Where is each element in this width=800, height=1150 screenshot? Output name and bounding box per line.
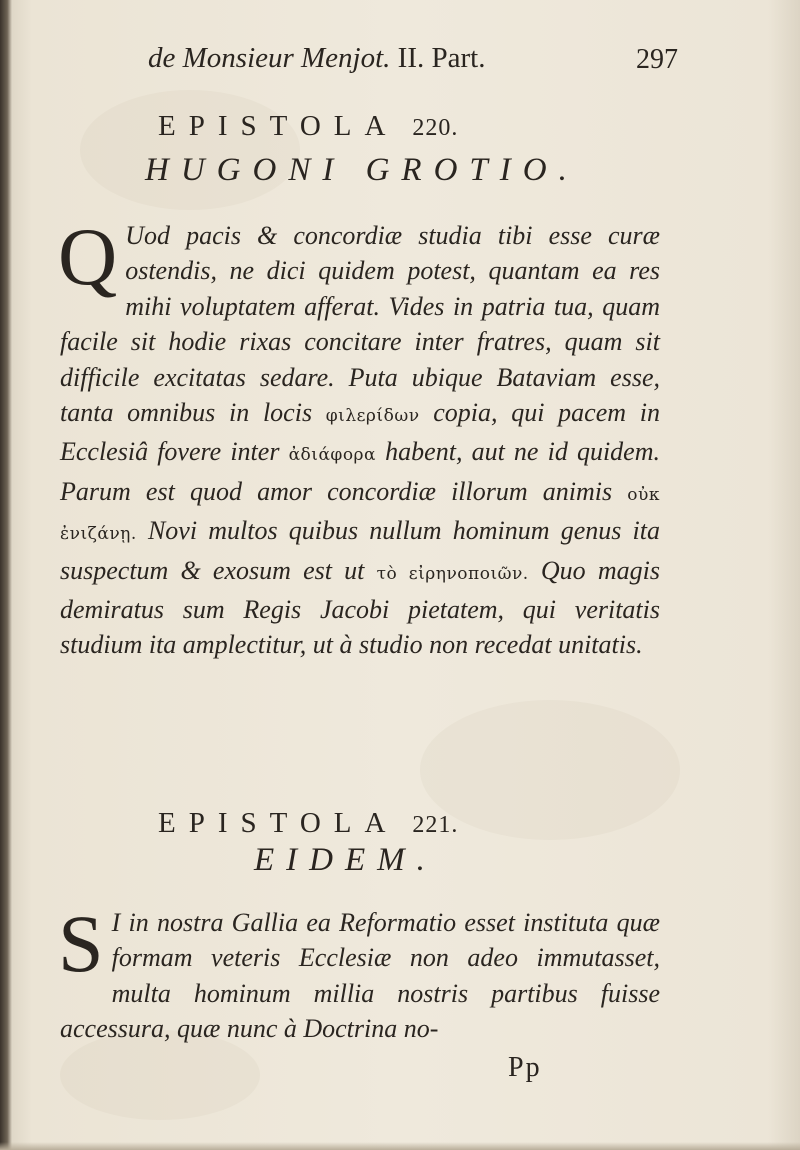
letter-2-heading: [158, 807, 800, 840]
greek-word: τὸ εἰρηνοποιῶν.: [376, 563, 529, 584]
running-title: [148, 42, 485, 75]
letter-number: 220.: [412, 115, 459, 141]
greek-word: φιλερίδων: [325, 406, 420, 427]
epistola-label: EPISTOLA: [158, 110, 399, 142]
text-run: I in nostra Gallia ea Reformatio esset instituta quæ formam veteris Ecclesiæ non adeo immutasset, multa hominum millia nostris partibus fuisse accessura, quæ nunc à Doctrina no-: [60, 908, 660, 1044]
page-bottom-edge: [0, 1142, 800, 1150]
letter-1-body: [58, 211, 660, 663]
letter-1-heading: [158, 110, 800, 143]
text-run: copia, qui pacem in Ecclesiâ fovere inter: [60, 398, 660, 467]
binding-edge: [0, 0, 12, 1150]
text-run: habent, aut ne id quidem. Parum est quod amor concordiæ illorum animis: [60, 437, 660, 506]
page-header: [148, 42, 688, 92]
epistola-label: EPISTOLA: [158, 807, 399, 839]
letter-2-recipient: EIDEM.: [254, 842, 437, 878]
drop-cap: S: [58, 898, 104, 989]
running-title-text: de Monsieur Menjot.: [148, 42, 391, 74]
greek-word: ἀδιάφορα: [288, 445, 377, 466]
text-run: Uod pacis & concordiæ studia tibi esse curæ ostendis, ne dici quidem potest, quantam ea res mihi voluptatem afferat. Vides in patria tua, quam facile sit hodie rixas concitare inter fratres, quam sit difficile excitatas sedare. Puta ubique Bataviam esse, tanta omnibus in locis: [60, 221, 660, 428]
letter-number: 221.: [412, 812, 459, 838]
letter-1-recipient: HUGONI GROTIO.: [145, 152, 579, 188]
greek-word: οὐκ ἐνιζάνῃ.: [60, 484, 660, 545]
text-run: Quo magis demiratus sum Regis Jacobi pietatem, qui veritatis studium ita amplectitur, ut à studio non recedat unitatis.: [60, 555, 660, 660]
text-run: Novi multos quibus nullum hominum genus ita suspectum & exosum est ut: [60, 516, 660, 585]
drop-cap: Q: [58, 211, 118, 302]
paper-stain: [80, 90, 300, 210]
signature-mark: Pp: [508, 1052, 542, 1083]
page-number: 297: [636, 44, 678, 75]
part-label: II. Part.: [397, 42, 486, 74]
letter-2-body: [58, 898, 660, 1047]
